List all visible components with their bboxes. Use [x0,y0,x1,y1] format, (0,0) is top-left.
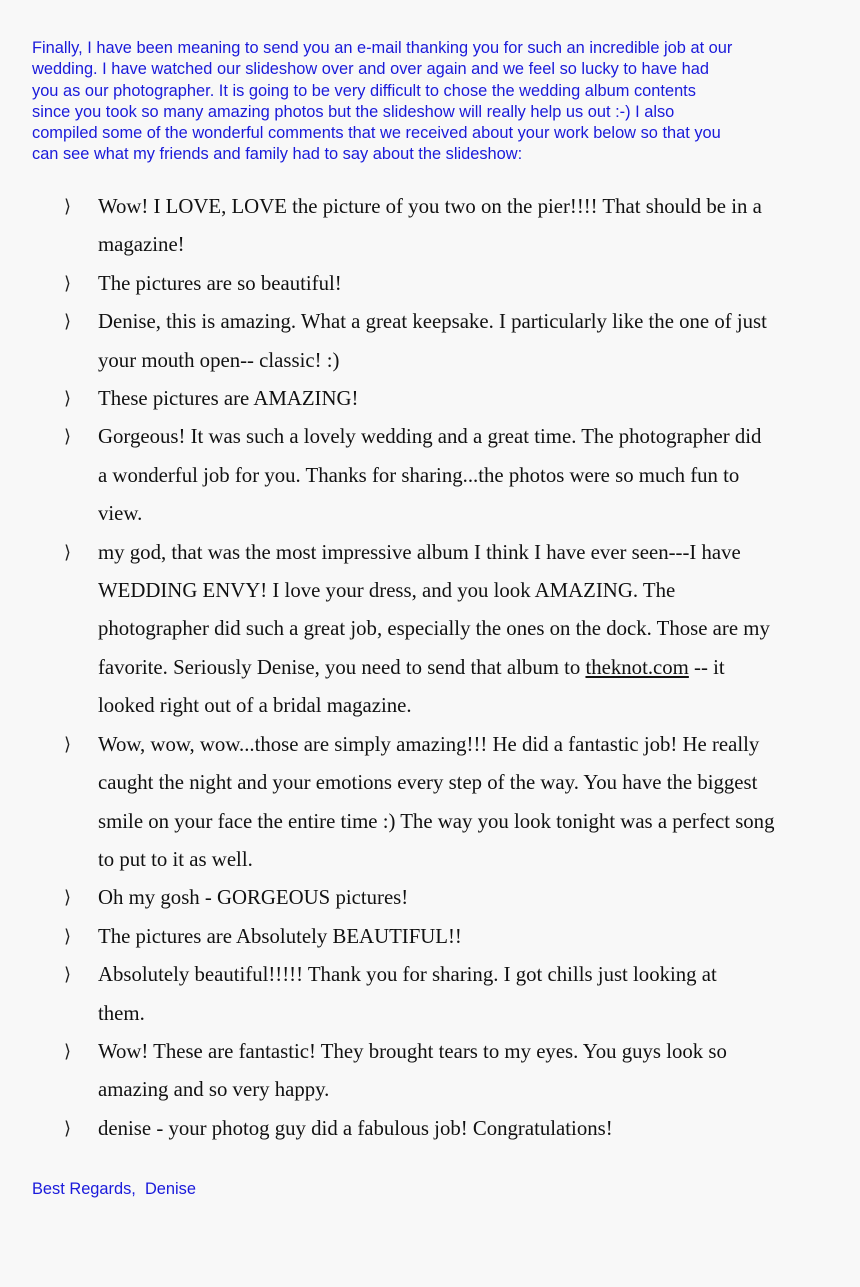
comment-text: favorite. Seriously Denise, you need to send that album to [98,655,586,679]
comment-line: Absolutely beautiful!!!!! Thank you for sharing. I got chills just looking at [98,963,717,987]
comment-item [0,879,860,917]
comment-line: looked right out of a bridal magazine. [98,694,412,718]
comment-line: caught the night and your emotions every step of the way. You have the biggest [98,771,758,795]
comment-line: your mouth open-- classic! :) [98,348,340,372]
bullet-icon: ⟩ [64,733,72,755]
bullet-icon: ⟩ [64,964,72,986]
comment-item [0,1110,860,1148]
comment-line: view. [98,502,143,526]
bullet-icon: ⟩ [64,887,72,909]
theknot-link[interactable]: theknot.com [585,655,689,679]
comment-item [0,918,860,956]
bullet-icon: ⟩ [64,272,72,294]
comment-line: amazing and so very happy. [98,1078,330,1102]
bullet-icon: ⟩ [64,196,72,217]
intro-line: Finally, I have been meaning to send you an e-mail thanking you for such an incredible job at our [32,39,733,57]
comment-item [0,188,860,265]
intro-line: you as our photographer. It is going to be very difficult to chose the wedding album contents [32,81,696,100]
comment-item [0,380,860,418]
comment-item [0,265,860,303]
comment-line: Wow, wow, wow...those are simply amazing!!! He did a fantastic job! He really [98,732,760,756]
comment-line: denise - your photog guy did a fabulous job! Congratulations! [98,1116,613,1140]
comment-line: Wow! I LOVE, LOVE the picture of you two on the pier!!!! That should be in a [98,195,762,218]
comment-item [0,534,860,726]
comment-text: -- it [688,655,725,679]
comment-line: photographer did such a great job, especially the ones on the dock. Those are my [98,617,770,641]
comment-line: them. [98,1001,145,1025]
comment-line: Oh my gosh - GORGEOUS pictures! [98,886,409,910]
comment-line: to put to it as well. [98,847,253,871]
bullet-icon: ⟩ [64,1117,72,1139]
bullet-icon: ⟩ [64,925,72,947]
comment-line: Gorgeous! It was such a lovely wedding and a great time. The photographer did [98,425,762,449]
comment-item [0,1033,860,1110]
intro-line: compiled some of the wonderful comments that we received about your work below so that you [32,124,721,143]
comment-line: Denise, this is amazing. What a great keepsake. I particularly like the one of just [98,310,767,334]
comment-item [0,303,860,380]
closing-signature: Best Regards, Denise [32,1180,196,1198]
bullet-icon: ⟩ [64,541,72,563]
comment-line: my god, that was the most impressive album I think I have ever seen---I have [98,540,741,564]
intro-line: can see what my friends and family had to say about the slideshow: [32,145,523,164]
comment-line: These pictures are AMAZING! [98,387,359,411]
comment-line: The pictures are Absolutely BEAUTIFUL!! [98,924,462,948]
comment-item [0,956,860,1033]
bullet-icon: ⟩ [64,426,72,448]
comment-item [0,726,860,880]
bullet-icon: ⟩ [64,311,72,333]
comments-list [0,188,860,1148]
comment-line: magazine! [98,233,185,257]
comment-item [0,418,860,533]
intro-line: since you took so many amazing photos but the slideshow will really help us out :-) I also [32,102,675,121]
intro-paragraph [32,38,832,166]
comment-line: WEDDING ENVY! I love your dress, and you look AMAZING. The [98,579,676,603]
comment-line: smile on your face the entire time :) The way you look tonight was a perfect song [98,809,775,833]
comment-line: Wow! These are fantastic! They brought tears to my eyes. You guys look so [98,1039,727,1063]
comment-line: a wonderful job for you. Thanks for sharing...the photos were so much fun to [98,463,740,487]
bullet-icon: ⟩ [64,388,72,410]
intro-line: wedding. I have watched our slideshow over and over again and we feel so lucky to have had [32,60,709,79]
comment-line [98,649,860,687]
comment-line: The pictures are so beautiful! [98,271,342,295]
bullet-icon: ⟩ [64,1040,72,1062]
